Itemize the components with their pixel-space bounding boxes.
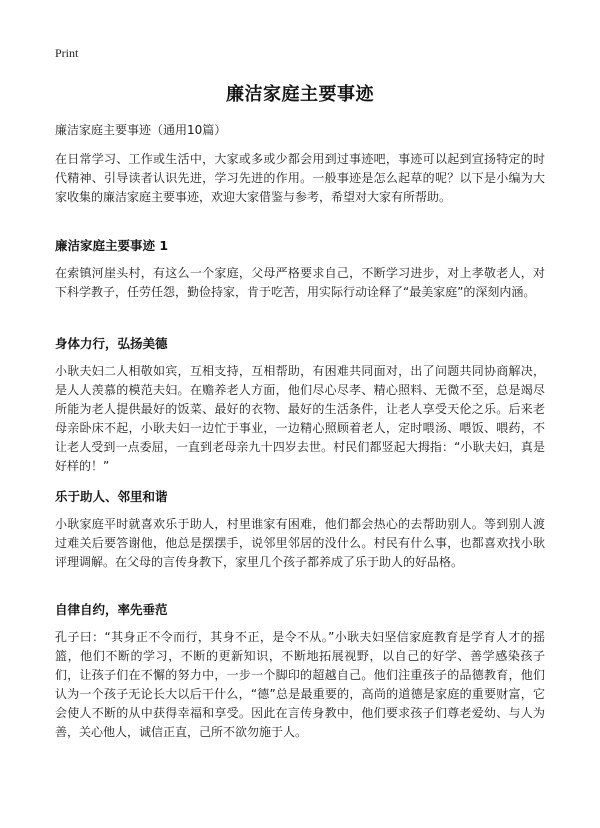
section-heading-1: 廉洁家庭主要事迹 1 bbox=[55, 238, 169, 253]
section-heading-3: 乐于助人、邻里和谐 bbox=[55, 489, 168, 504]
section-4-paragraph: 孔子曰：“其身正不令而行，其身不正，是令不从。”小耿夫妇坚信家庭教育是学育人才的摇篮，他们不断的学习，不断的更新知识，不断地拓展视野，以自己的好学、善学感染孩子们，让孩子们在不懈的努力中，一步一个脚印的超越自己。他们注重孩子的品德教育，他们认为一个孩子无论长大以后干什么，“德”总是最重要的，高尚的道德是家庭的重要财富，它会使人不断的从中获得幸福和享受。因此在言传身教中，他们要求孩子们尊老爱幼、与人为善，关心他人，诚信正直，己所不欲勿施于人。 bbox=[55, 630, 545, 739]
print-link[interactable]: Print bbox=[55, 46, 79, 60]
section-2-paragraph: 小耿夫妇二人相敬如宾，互相支持，互相帮助，有困难共同面对，出了问题共同协商解决，是人人羡慕的模范夫妇。在赡养老人方面，他们尽心尽孝、精心照料、无微不至，总是竭尽所能为老人提供最好的饭菜、最好的衣物、最好的生活条件，让老人享受天伦之乐。后来老母亲卧床不起，小耿夫妇一边忙于事业，一边精心照顾着老人，定时喂汤、喂饭、喂药，不让老人受到一点委屈，一直到老母亲九十四岁去世。村民们都竖起大拇指：“小耿夫妇，真是好样的！” bbox=[55, 364, 545, 473]
intro-paragraph: 在日常学习、工作或生活中，大家或多或少都会用到过事迹吧，事迹可以起到宣扬特定的时代精神、引导读者认识先进，学习先进的作用。一般事迹是怎么起草的呢？以下是小编为大家收集的廉洁家庭主要事迹，欢迎大家借鉴与参考，希望对大家有所帮助。 bbox=[55, 152, 545, 204]
section-heading-2: 身体力行，弘扬美德 bbox=[55, 336, 168, 351]
section-3-paragraph: 小耿家庭平时就喜欢乐于助人，村里谁家有困难，他们都会热心的去帮助别人。等到别人渡过难关后要答谢他，他总是摆摆手，说邻里邻居的没什么。村民有什么事，也都喜欢找小耿评理调解。在父母的言传身教下，家里几个孩子都养成了乐于助人的好品格。 bbox=[55, 517, 545, 569]
page-title: 廉洁家庭主要事迹 bbox=[226, 84, 374, 105]
section-heading-4: 自律自约，率先垂范 bbox=[55, 602, 168, 617]
section-1-paragraph: 在索镇河崖头村，有这么一个家庭，父母严格要求自己，不断学习进步，对上孝敬老人，对下科学教子，任劳任怨，勤俭持家，肯于吃苦，用实际行动诠释了“最美家庭”的深刻内涵。 bbox=[55, 266, 545, 299]
document-subtitle: 廉洁家庭主要事迹（通用10篇） bbox=[55, 123, 227, 137]
